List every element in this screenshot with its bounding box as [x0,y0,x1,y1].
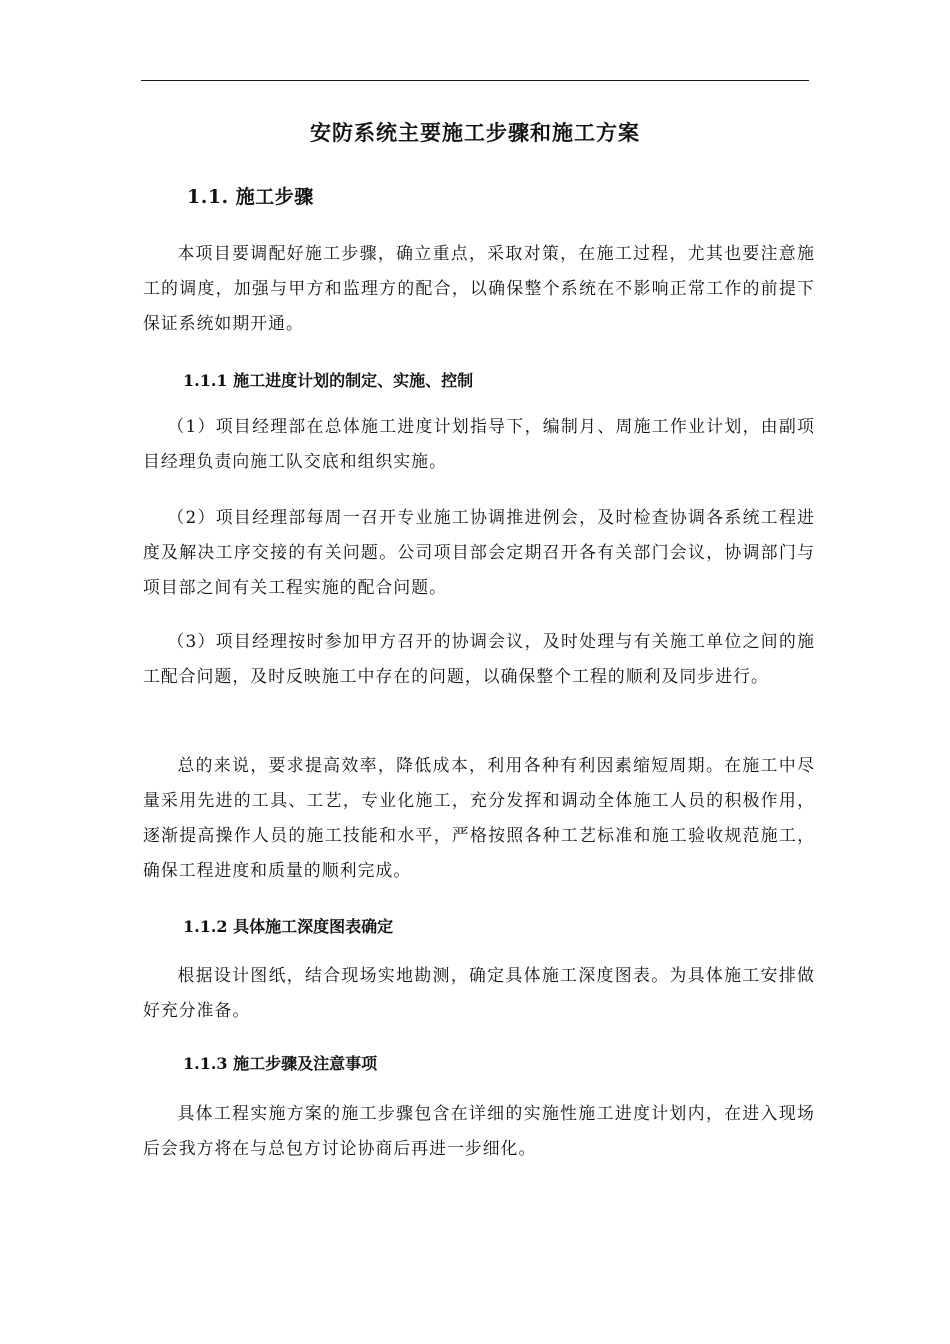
document-title: 安防系统主要施工步骤和施工方案 [310,120,640,145]
header-rule [141,80,809,81]
subsection-heading-1-1-1: 1.1.1 施工进度计划的制定、实施、控制 [183,371,474,390]
subsection-heading-1-1-2: 1.1.2 具体施工深度图表确定 [183,917,394,936]
summary-paragraph: 总的来说，要求提高效率，降低成本，利用各种有利因素缩短周期。在施工中尽量采用先进的工具、工艺，专业化施工，充分发挥和调动全体施工人员的积极作用，逐渐提高操作人员的施工技能和水平，严格按照各种工艺标准和施工验收规范施工，确保工程进度和质量的顺利完成。 [143,755,815,880]
list-item-1: （1）项目经理部在总体施工进度计划指导下，编制月、周施工作业计划，由副项目经理负责向施工队交底和组织实施。 [143,416,815,471]
subsection-1-1-2-body: 根据设计图纸，结合现场实地勘测，确定具体施工深度图表。为具体施工安排做好充分准备。 [143,965,815,1020]
subsection-1-1-3-body: 具体工程实施方案的施工步骤包含在详细的实施性施工进度计划内，在进入现场后会我方将在与总包方讨论协商后再进一步细化。 [143,1103,815,1158]
section-intro-paragraph: 本项目要调配好施工步骤，确立重点，采取对策，在施工过程，尤其也要注意施工的调度，加强与甲方和监理方的配合，以确保整个系统在不影响正常工作的前提下保证系统如期开通。 [143,243,815,333]
list-item-2: （2）项目经理部每周一召开专业施工协调推进例会，及时检查协调各系统工程进度及解决工序交接的有关问题。公司项目部会定期召开各有关部门会议，协调部门与项目部之间有关工程实施的配合问题。 [143,507,815,597]
list-item-3: （3）项目经理按时参加甲方召开的协调会议，及时处理与有关施工单位之间的施工配合问题，及时反映施工中存在的问题，以确保整个工程的顺利及同步进行。 [143,631,815,686]
subsection-heading-1-1-3: 1.1.3 施工步骤及注意事项 [183,1054,378,1073]
section-heading: 1.1. 施工步骤 [187,186,314,208]
